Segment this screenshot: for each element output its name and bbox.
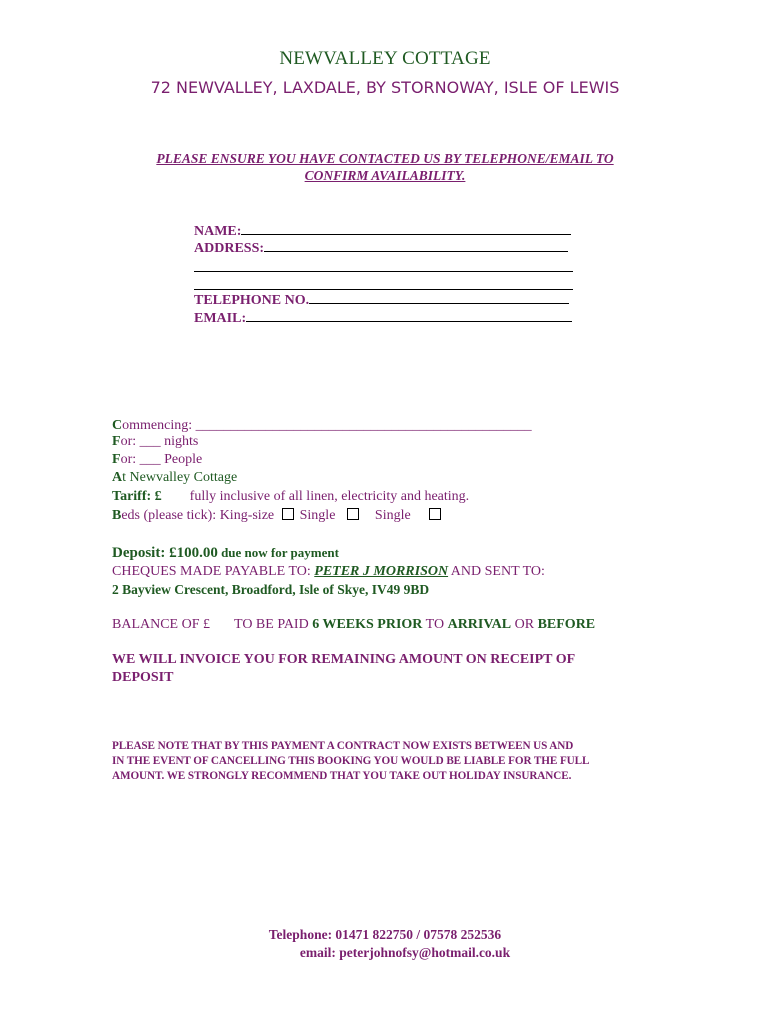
invoice-line2: DEPOSIT — [112, 670, 174, 685]
single-option-2-label: Single — [374, 508, 411, 523]
payee-name: PETER J MORRISON — [314, 564, 449, 579]
warning-line3: AMOUNT. WE STRONGLY RECOMMEND THAT YOU TAKE OUT HOLIDAY INSURANCE. — [112, 770, 572, 782]
nights-text: or: ___ nights — [120, 434, 199, 449]
tariff-text: fully inclusive of all linen, electricity and heating. — [189, 489, 470, 504]
email-line — [246, 320, 572, 322]
balance-weeks: 6 WEEKS PRIOR — [312, 617, 423, 632]
address-line-3[interactable] — [194, 289, 573, 290]
cheques-suffix: AND SENT TO: — [448, 564, 545, 579]
location-initial: A — [112, 470, 123, 485]
warning-line1: PLEASE NOTE THAT BY THIS PAYMENT A CONTRACT NOW EXISTS BETWEEN US AND — [112, 740, 574, 752]
name-label: NAME: — [194, 224, 242, 239]
address-field[interactable] — [194, 241, 568, 257]
people-text: or: ___ People — [120, 452, 203, 467]
people-field[interactable] — [112, 452, 202, 468]
address-line-2[interactable] — [194, 271, 573, 272]
beds-line — [112, 508, 441, 524]
location-text: t Newvalley Cottage — [122, 470, 238, 485]
cottage-title: NEWVALLEY COTTAGE — [279, 48, 491, 69]
cottage-address: 72 NEWVALLEY, LAXDALE, BY STORNOWAY, ISLE OF LEWIS — [150, 78, 620, 97]
footer-email[interactable]: email: peterjohnofsy@hotmail.co.uk — [299, 945, 511, 960]
beds-text: eds (please tick): King-size — [121, 508, 275, 523]
telephone-line — [309, 302, 569, 304]
warning-line2: IN THE EVENT OF CANCELLING THIS BOOKING YOU WOULD BE LIABLE FOR THE FULL — [112, 755, 590, 767]
deposit-due: due now for payment — [217, 545, 339, 560]
cheques-line — [112, 564, 545, 580]
tariff-label: ariff: £ — [120, 489, 162, 504]
deposit-line — [112, 545, 339, 562]
telephone-label: TELEPHONE NO. — [194, 293, 310, 308]
balance-mid: TO BE PAID — [234, 617, 313, 632]
balance-to: TO — [422, 617, 448, 632]
email-label: EMAIL: — [194, 311, 247, 326]
send-address: 2 Bayview Crescent, Broadford, Isle of Skye, IV49 9BD — [112, 582, 430, 597]
cheques-prefix: CHEQUES MADE PAYABLE TO: — [112, 564, 315, 579]
commencing-text: ommencing: ________________________________________________ — [122, 418, 532, 433]
nights-field[interactable] — [112, 434, 198, 450]
location-line — [112, 470, 237, 486]
availability-notice-line1: PLEASE ENSURE YOU HAVE CONTACTED US BY TELEPHONE/EMAIL TO — [156, 151, 614, 166]
invoice-line1: WE WILL INVOICE YOU FOR REMAINING AMOUNT ON RECEIPT OF — [112, 652, 576, 667]
single-option-1-label: Single — [299, 508, 336, 523]
email-field[interactable] — [194, 311, 572, 327]
address-label: ADDRESS: — [194, 241, 265, 256]
deposit-amount: Deposit: £100.00 — [112, 545, 218, 561]
king-size-checkbox[interactable] — [282, 508, 294, 520]
balance-prefix: BALANCE OF £ — [112, 617, 211, 632]
people-initial: F — [112, 452, 121, 467]
name-line — [241, 233, 571, 235]
tariff-initial: T — [112, 489, 121, 504]
balance-line — [112, 617, 595, 633]
address-line — [264, 250, 568, 252]
single-checkbox-1[interactable] — [347, 508, 359, 520]
balance-before: BEFORE — [537, 617, 596, 632]
commencing-field[interactable] — [112, 418, 532, 434]
name-field[interactable] — [194, 224, 571, 240]
tariff-line — [112, 489, 469, 505]
nights-initial: F — [112, 434, 121, 449]
single-checkbox-2[interactable] — [429, 508, 441, 520]
balance-or: OR — [511, 617, 538, 632]
availability-notice-line2: CONFIRM AVAILABILITY. — [304, 168, 466, 183]
footer-telephone: Telephone: 01471 822750 / 07578 252536 — [268, 927, 502, 942]
telephone-field[interactable] — [194, 293, 569, 309]
beds-initial: B — [112, 508, 122, 523]
commencing-initial: C — [112, 418, 123, 433]
balance-arrival: ARRIVAL — [447, 617, 512, 632]
